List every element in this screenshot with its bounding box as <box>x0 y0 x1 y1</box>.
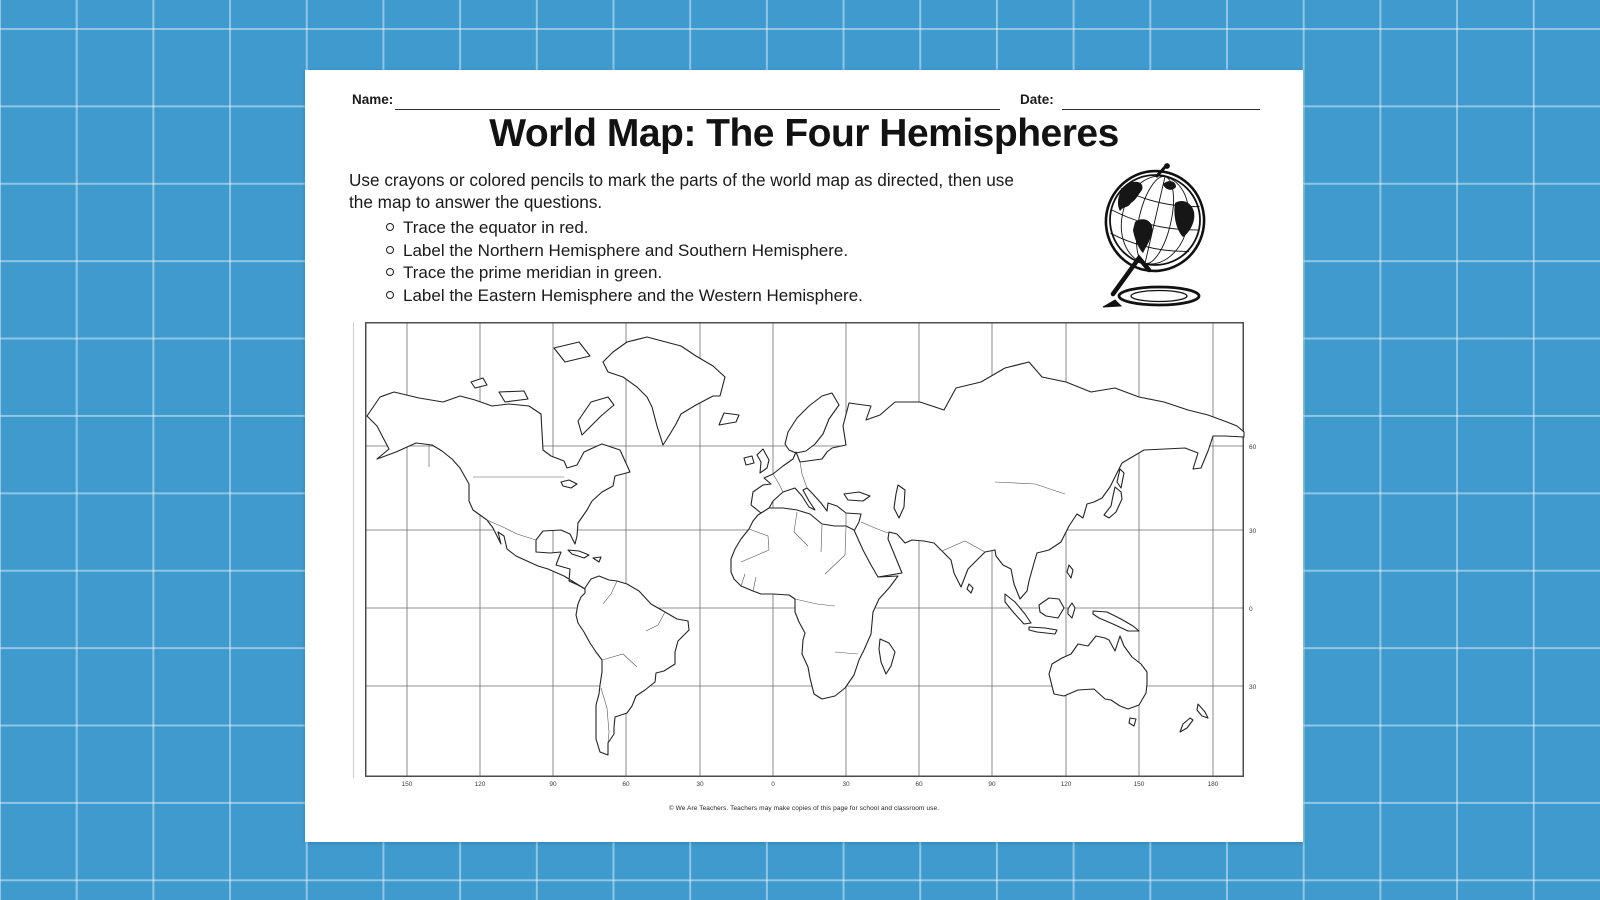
svg-text:150: 150 <box>401 781 413 788</box>
svg-text:30: 30 <box>696 781 704 788</box>
page-title: World Map: The Four Hemispheres <box>489 112 1119 155</box>
bullet-circle-icon <box>386 223 394 231</box>
world-map <box>365 322 1273 792</box>
desk-globe-icon <box>1091 160 1219 312</box>
copyright-text: © We Are Teachers. Teachers may make copies of this page for school and classroom use. <box>668 805 940 812</box>
svg-text:60: 60 <box>1249 444 1257 451</box>
longitude-labels <box>402 781 1219 788</box>
svg-text:150: 150 <box>1133 781 1145 788</box>
date-field-label: Date: <box>1020 92 1054 107</box>
latitude-labels <box>1249 444 1257 691</box>
svg-text:180: 180 <box>1207 781 1219 788</box>
list-item-text: Label the Eastern Hemisphere and the Western Hemisphere. <box>403 285 863 305</box>
instructions-text: Use crayons or colored pencils to mark the parts of the world map as directed, then use the map to answer the questions. <box>349 170 1014 212</box>
bullet-circle-icon <box>386 268 394 276</box>
list-item-text: Trace the equator in red. <box>403 218 589 237</box>
list-item <box>386 217 863 240</box>
svg-text:120: 120 <box>1060 781 1072 788</box>
svg-text:90: 90 <box>549 781 557 788</box>
list-item <box>386 285 863 308</box>
svg-text:120: 120 <box>474 781 486 788</box>
svg-text:30: 30 <box>1249 528 1257 535</box>
svg-text:0: 0 <box>771 781 775 788</box>
list-item <box>386 262 863 285</box>
instructions-list <box>386 217 863 307</box>
svg-text:60: 60 <box>915 781 923 788</box>
list-item <box>386 240 863 263</box>
date-field-line <box>1062 109 1260 110</box>
svg-text:30: 30 <box>842 781 850 788</box>
name-field-line <box>395 109 1000 110</box>
svg-text:30: 30 <box>1249 684 1257 691</box>
bullet-circle-icon <box>386 246 394 254</box>
name-field-label: Name: <box>352 92 394 107</box>
list-item-text: Label the Northern Hemisphere and Southern Hemisphere. <box>403 240 849 260</box>
list-item-text: Trace the prime meridian in green. <box>403 263 663 283</box>
bullet-circle-icon <box>386 291 394 299</box>
map-left-margin-line <box>353 322 354 778</box>
continent-outlines <box>367 337 1244 755</box>
svg-text:90: 90 <box>988 781 996 788</box>
svg-text:0: 0 <box>1249 606 1253 613</box>
svg-text:60: 60 <box>622 781 630 788</box>
worksheet-page <box>305 70 1303 842</box>
